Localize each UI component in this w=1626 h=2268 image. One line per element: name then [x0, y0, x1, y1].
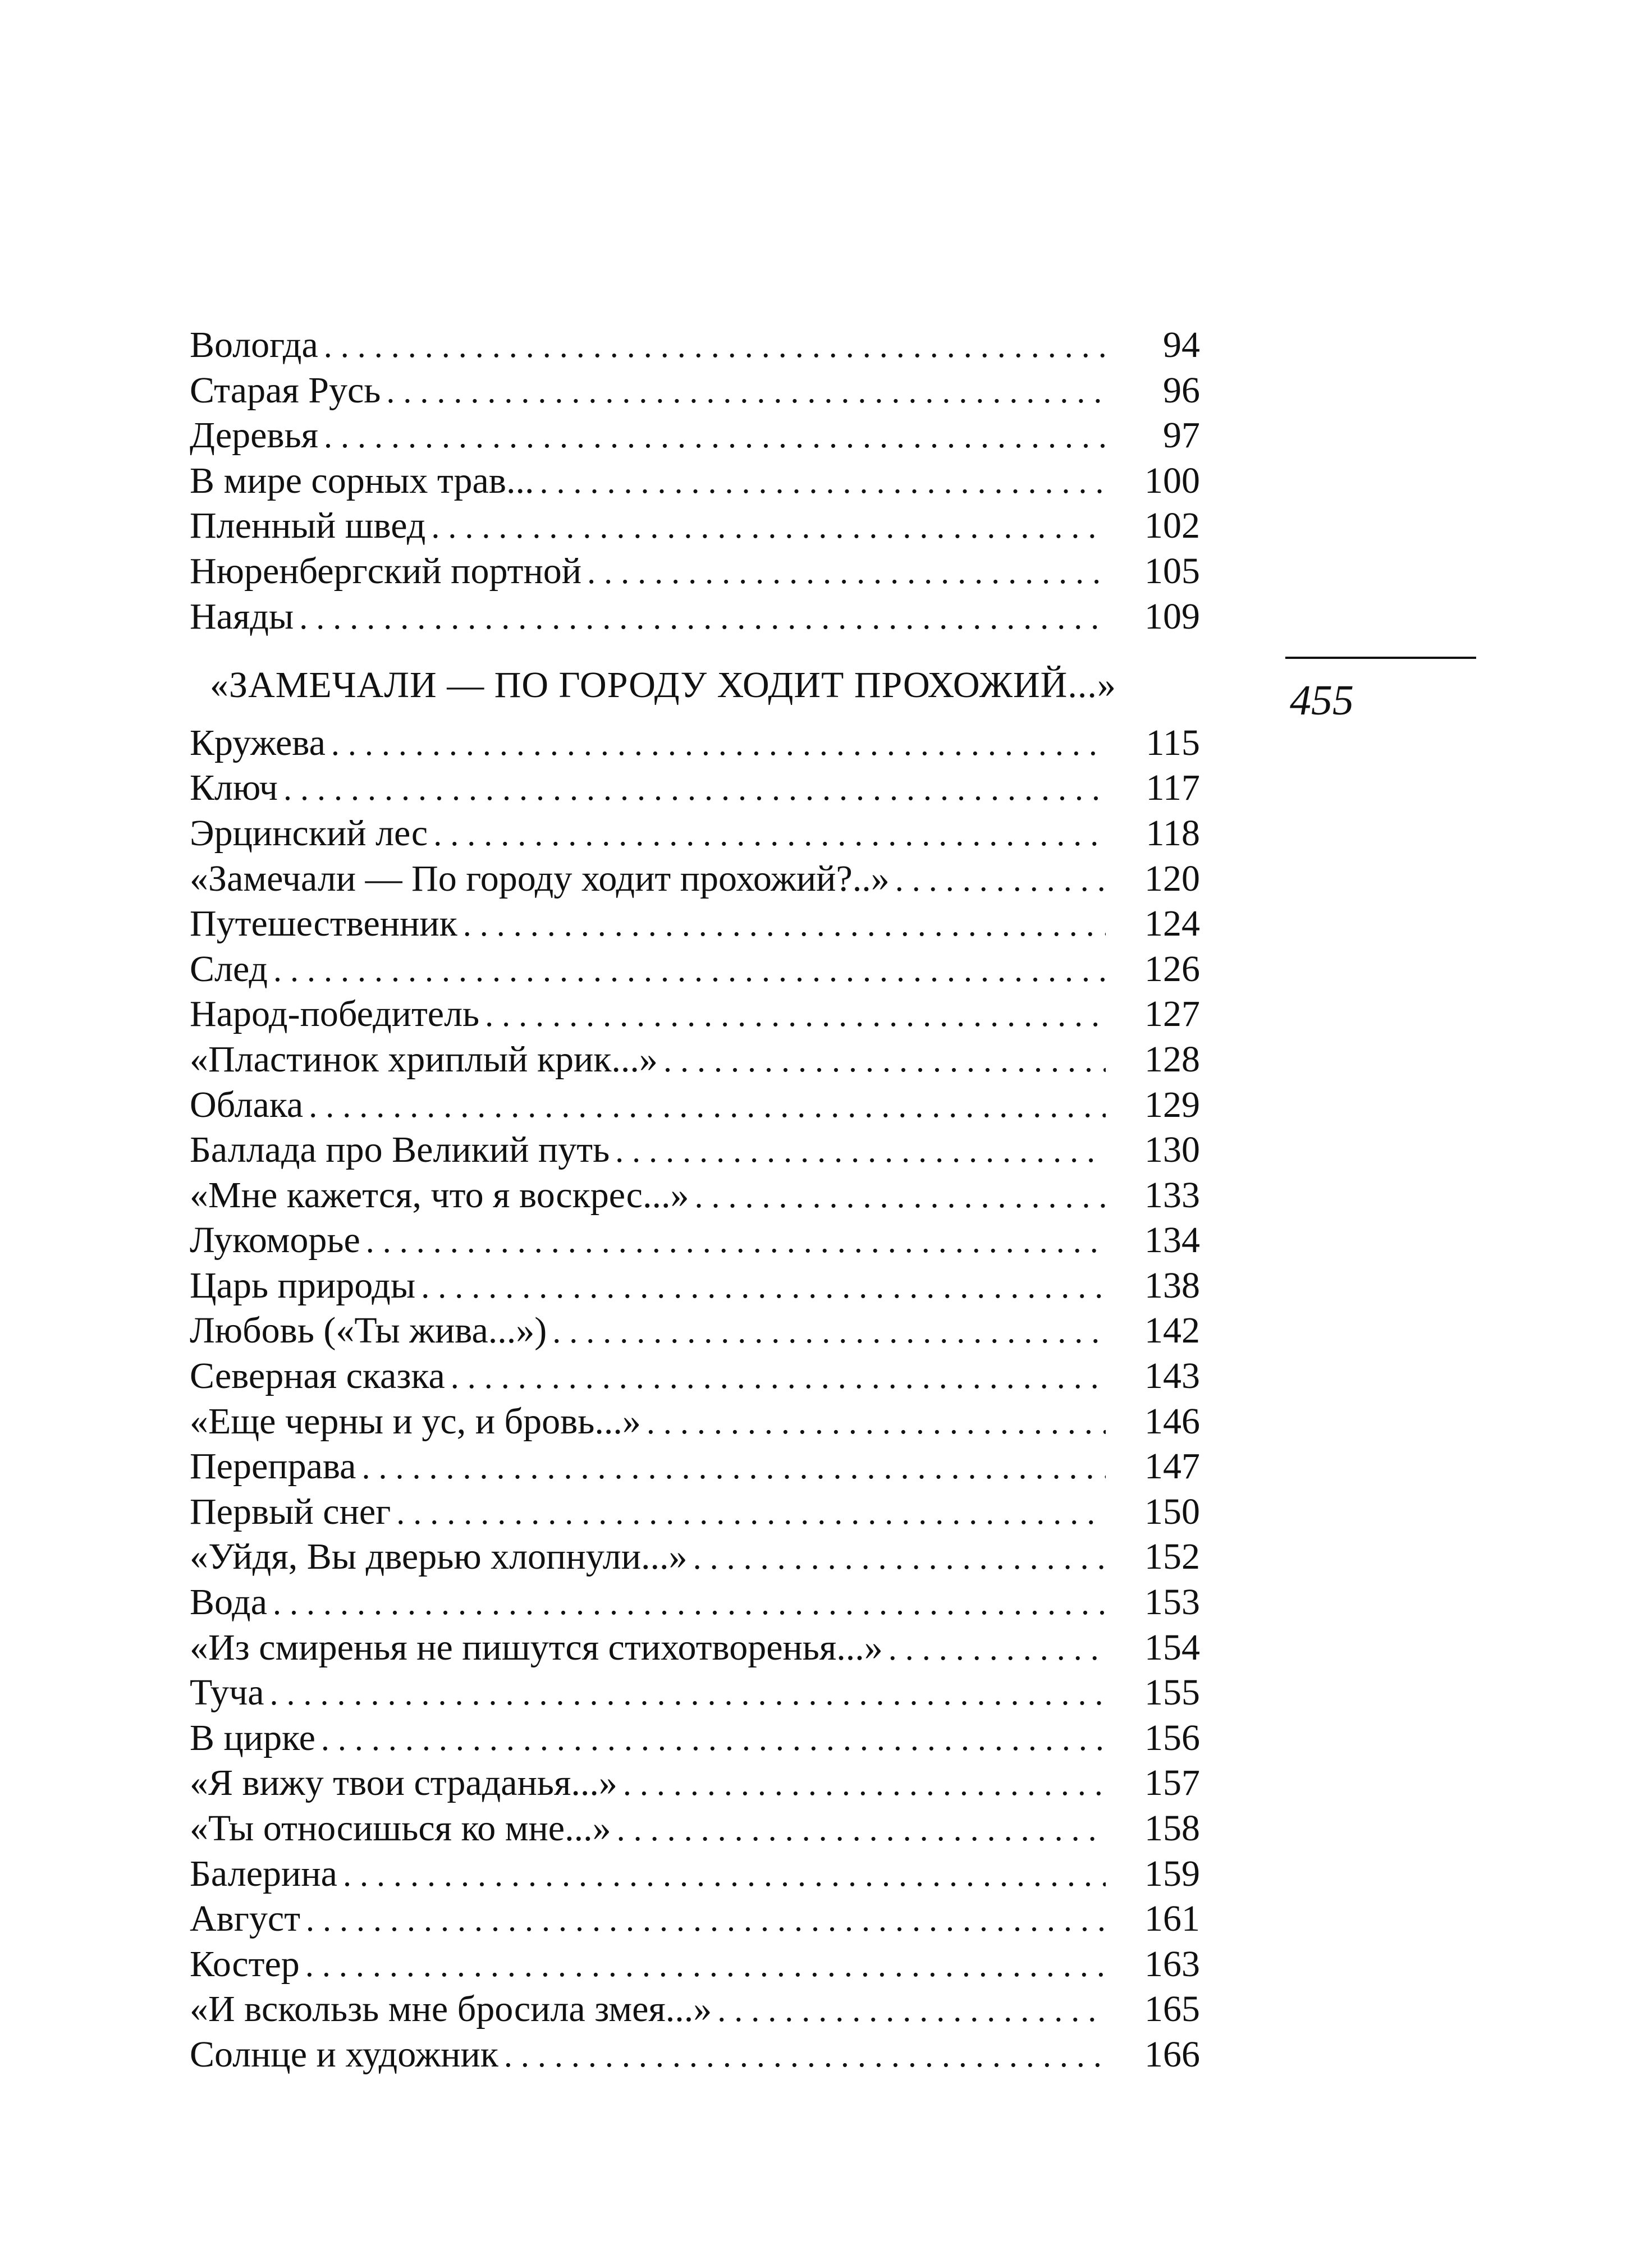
toc-entry: [190, 1037, 1245, 1083]
toc-entry: [190, 1354, 1245, 1399]
toc-entry-page: 100: [1144, 460, 1200, 501]
toc-entry-page: 130: [1144, 1129, 1200, 1171]
toc-entry-page: 152: [1144, 1536, 1200, 1578]
toc-entry: [190, 1942, 1245, 1987]
toc-entry: [190, 1761, 1245, 1806]
toc-entry-page: 120: [1144, 858, 1200, 899]
dot-leader: [306, 1897, 1106, 1942]
toc-entry-title: Лукоморье: [190, 1220, 360, 1261]
dot-leader: [539, 459, 1106, 505]
dot-leader: [283, 766, 1106, 812]
toc-entry-title: Наяды: [190, 595, 294, 637]
dot-leader: [305, 1942, 1106, 1988]
toc-entry: [190, 1490, 1245, 1535]
toc-entry-title: Пленный швед: [190, 505, 426, 547]
toc-entry-title: Переправа: [190, 1446, 356, 1487]
dot-leader: [299, 595, 1106, 640]
folio-rule: [1285, 657, 1476, 659]
toc-entry-title: Август: [190, 1898, 301, 1940]
dot-leader: [623, 1761, 1106, 1807]
dot-leader: [717, 1987, 1106, 2033]
toc-entry-title: Народ-победитель: [190, 993, 480, 1035]
toc-entry-page: 127: [1144, 993, 1200, 1035]
toc-entry: [190, 1987, 1245, 2032]
toc-entry-page: 118: [1146, 812, 1200, 854]
dot-leader: [309, 1083, 1106, 1129]
dot-leader: [463, 902, 1106, 947]
toc-entry-page: 129: [1144, 1084, 1200, 1125]
toc-entry-title: Царь природы: [190, 1264, 416, 1306]
toc-entry-page: 154: [1144, 1626, 1200, 1668]
toc-entry-title: «Еще черны и ус, и бровь...»: [190, 1400, 641, 1442]
toc-entry-page: 94: [1163, 324, 1200, 365]
toc-entry: [190, 1625, 1245, 1671]
toc-entry-title: В цирке: [190, 1717, 315, 1758]
toc-entry-title: Первый снег: [190, 1491, 391, 1532]
dot-leader: [587, 549, 1106, 595]
toc-entry-page: 157: [1144, 1762, 1200, 1804]
toc-entry: [190, 1263, 1245, 1309]
dot-leader: [694, 1174, 1106, 1219]
toc-entry-title: Баллада про Великий путь: [190, 1129, 610, 1171]
dot-leader: [273, 947, 1106, 993]
toc-entry-page: 117: [1146, 767, 1200, 809]
dot-leader: [504, 2033, 1106, 2078]
toc-entry-title: Ключ: [190, 767, 278, 809]
toc-entry: [190, 1218, 1245, 1263]
toc-entry: [190, 368, 1245, 414]
toc-entry-page: 163: [1144, 1943, 1200, 1985]
toc-entry: [190, 323, 1245, 368]
toc-entry-page: 159: [1144, 1853, 1200, 1894]
toc-entry-page: 105: [1144, 550, 1200, 592]
toc-entry-title: «Из смиренья не пишутся стихотворенья...»: [190, 1626, 883, 1668]
toc-entry-page: 133: [1144, 1174, 1200, 1216]
toc-entry: [190, 856, 1245, 902]
toc-entry-page: 153: [1144, 1582, 1200, 1623]
dot-leader: [615, 1128, 1106, 1174]
toc-entry-page: 128: [1144, 1038, 1200, 1080]
dot-leader: [451, 1354, 1106, 1400]
toc-entry: [190, 947, 1245, 992]
toc-entry-title: «Пластинок хриплый крик...»: [190, 1038, 658, 1080]
toc-entry: [190, 1399, 1245, 1445]
toc-entry-page: 156: [1144, 1717, 1200, 1758]
toc-entry-title: Облака: [190, 1084, 304, 1125]
dot-leader: [361, 1445, 1106, 1490]
toc-entry: [190, 2032, 1245, 2078]
toc-entry: [190, 1308, 1245, 1354]
toc-entry: [190, 459, 1245, 504]
dot-leader: [366, 1218, 1106, 1264]
dot-leader: [552, 1309, 1106, 1354]
toc-entry-title: Вологда: [190, 324, 318, 365]
dot-leader: [421, 1264, 1106, 1309]
dot-leader: [647, 1400, 1106, 1445]
toc-entry-title: След: [190, 948, 268, 989]
toc-entry: [190, 1173, 1245, 1218]
toc-entry: [190, 766, 1245, 811]
toc-entry-title: Северная сказка: [190, 1355, 445, 1397]
toc-entry-title: «Ты относишься ко мне...»: [190, 1808, 611, 1849]
toc-group-1: [190, 323, 1245, 639]
toc-entry-title: Любовь («Ты жива...»): [190, 1310, 547, 1351]
toc-entry-title: Деревья: [190, 415, 319, 456]
section-heading: «ЗАМЕЧАЛИ — ПО ГОРОДУ ХОДИТ ПРОХОЖИЙ...»: [210, 665, 1116, 706]
toc-entry-page: 97: [1163, 415, 1200, 456]
toc-entry-title: Балерина: [190, 1853, 337, 1894]
toc-entry: [190, 503, 1245, 549]
toc-entry: [190, 1444, 1245, 1490]
toc-entry-title: «Уйдя, Вы дверью хлопнули...»: [190, 1536, 688, 1578]
dot-leader: [485, 992, 1106, 1038]
toc-entry-page: 155: [1144, 1672, 1200, 1713]
toc-entry-title: «Я вижу твои страданья...»: [190, 1762, 617, 1804]
table-of-contents: [190, 323, 1245, 2078]
toc-entry-title: Туча: [190, 1672, 264, 1713]
dot-leader: [324, 414, 1106, 459]
toc-entry-page: 109: [1144, 595, 1200, 637]
page-number: 455: [1290, 677, 1354, 724]
toc-entry: [190, 901, 1245, 947]
toc-entry-title: «И вскользь мне бросила змея...»: [190, 1988, 712, 2030]
dot-leader: [617, 1807, 1106, 1852]
dot-leader: [895, 857, 1106, 902]
toc-entry: [190, 594, 1245, 640]
toc-entry-page: 166: [1144, 2033, 1200, 2075]
toc-entry: [190, 549, 1245, 594]
toc-entry-page: 138: [1144, 1264, 1200, 1306]
dot-leader: [343, 1852, 1106, 1898]
toc-entry-title: Вода: [190, 1582, 267, 1623]
dot-leader: [324, 323, 1106, 369]
toc-entry: [190, 811, 1245, 856]
toc-entry-page: 102: [1144, 505, 1200, 547]
dot-leader: [321, 1716, 1106, 1762]
dot-leader: [386, 369, 1106, 414]
toc-entry: [190, 1716, 1245, 1761]
toc-entry-page: 126: [1144, 948, 1200, 989]
toc-entry-page: 161: [1144, 1898, 1200, 1940]
toc-entry-title: «Замечали — По городу ходит прохожий?..»: [190, 858, 890, 899]
dot-leader: [270, 1671, 1106, 1716]
toc-entry-title: Нюренбергский портной: [190, 550, 582, 592]
toc-group-2: [190, 721, 1245, 2078]
toc-entry-page: 150: [1144, 1491, 1200, 1532]
dot-leader: [331, 721, 1106, 767]
toc-entry: [190, 1896, 1245, 1942]
toc-entry-page: 158: [1144, 1808, 1200, 1849]
toc-entry-title: В мире сорных трав...: [190, 460, 534, 501]
toc-entry-title: Эрцинский лес: [190, 812, 428, 854]
toc-entry-title: Путешественник: [190, 903, 457, 945]
toc-entry: [190, 1806, 1245, 1852]
toc-entry-title: Кружева: [190, 722, 326, 763]
toc-entry-page: 115: [1146, 722, 1200, 763]
toc-entry-title: Костер: [190, 1943, 300, 1985]
toc-entry: [190, 1852, 1245, 1897]
dot-leader: [693, 1535, 1106, 1580]
toc-entry: [190, 1083, 1245, 1128]
toc-entry-page: 143: [1144, 1355, 1200, 1397]
dot-leader: [433, 812, 1106, 857]
toc-entry: [190, 721, 1245, 766]
toc-entry: [190, 1580, 1245, 1625]
dot-leader: [396, 1490, 1106, 1536]
toc-entry-page: 147: [1144, 1446, 1200, 1487]
toc-entry-page: 146: [1144, 1400, 1200, 1442]
toc-entry: [190, 413, 1245, 459]
dot-leader: [888, 1626, 1106, 1671]
toc-entry-title: Солнце и художник: [190, 2033, 498, 2075]
toc-entry: [190, 1670, 1245, 1716]
toc-entry-page: 134: [1144, 1220, 1200, 1261]
dot-leader: [663, 1038, 1106, 1083]
toc-entry: [190, 1128, 1245, 1173]
toc-entry-page: 165: [1144, 1988, 1200, 2030]
toc-entry: [190, 1534, 1245, 1580]
toc-entry-page: 96: [1163, 369, 1200, 411]
dot-leader: [431, 504, 1106, 549]
dot-leader: [273, 1580, 1106, 1626]
toc-entry-page: 124: [1144, 903, 1200, 945]
toc-entry: [190, 992, 1245, 1037]
toc-entry-title: Старая Русь: [190, 369, 381, 411]
toc-entry-page: 142: [1144, 1310, 1200, 1351]
toc-entry-title: «Мне кажется, что я воскрес...»: [190, 1174, 689, 1216]
